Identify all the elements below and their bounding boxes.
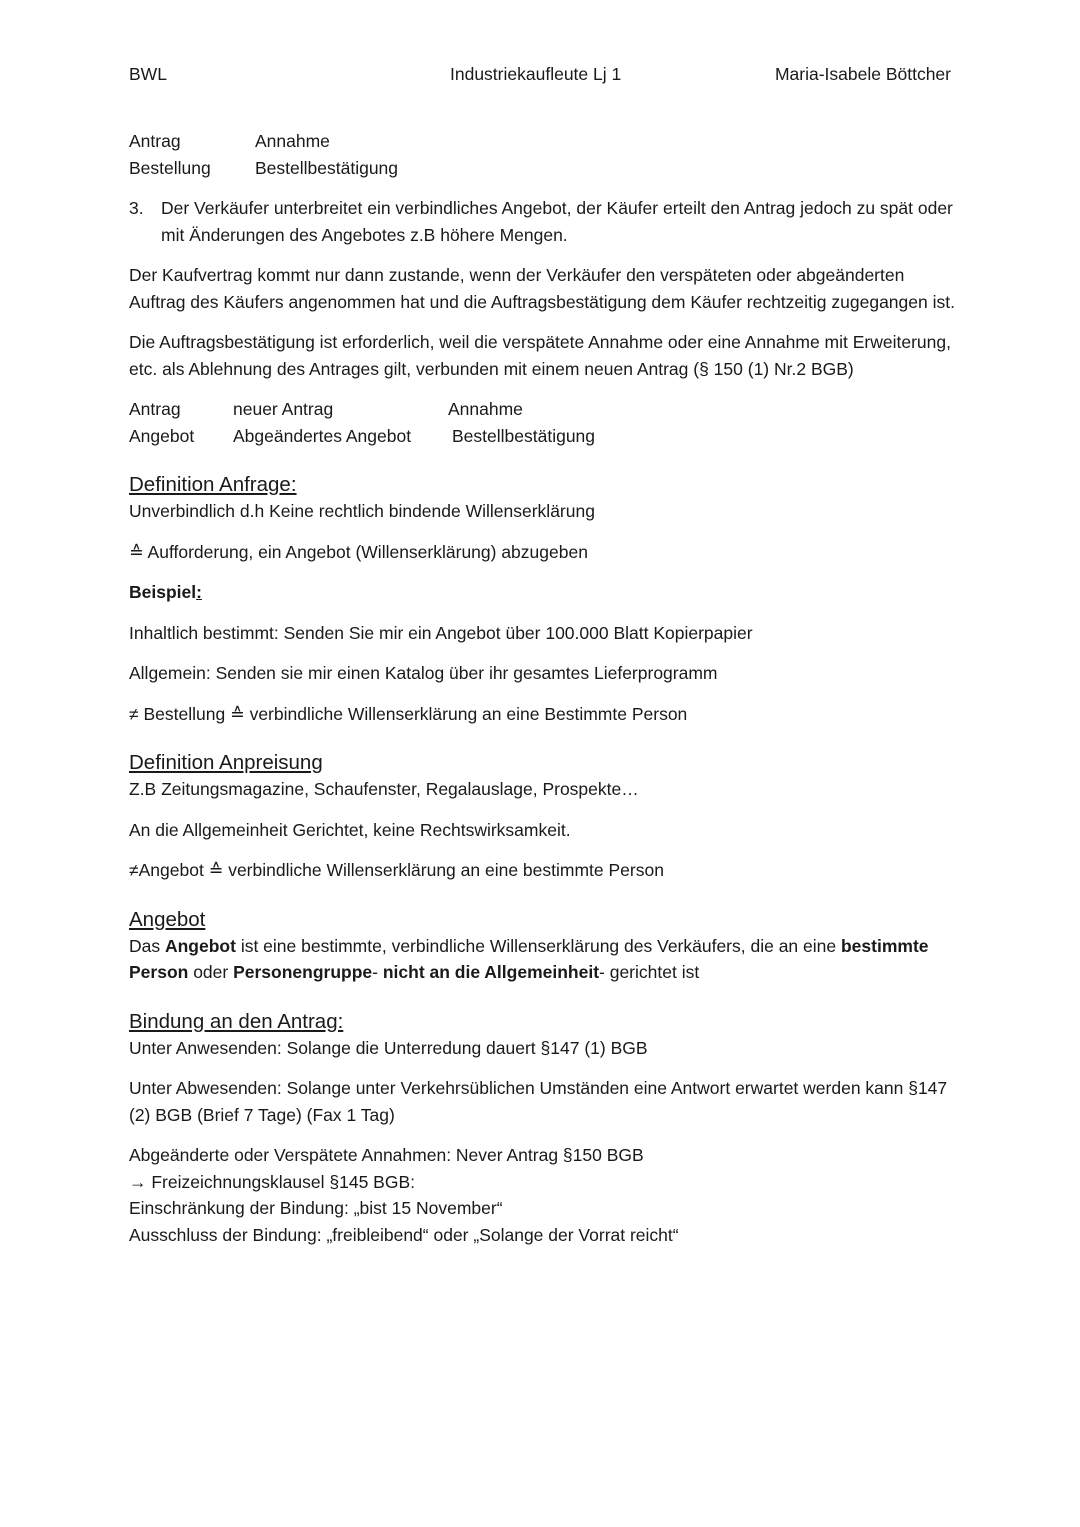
table-cell: Bestellung — [129, 157, 211, 178]
document-body — [129, 128, 959, 1248]
beispiel-label — [129, 579, 959, 606]
table-row — [129, 128, 959, 155]
table-antrag-annahme — [129, 128, 959, 181]
table-cell: neuer Antrag — [233, 399, 334, 419]
table-cell: Annahme — [255, 131, 330, 151]
paragraph-auftragsbestaetigung: Die Auftragsbestätigung ist erforderlich, weil die verspätete Annahme oder eine Annahme mit Erweiterung, etc. als Ablehnung des Antrages gilt, verbunden mit einem neuen Antrag (§ 150 (1) Nr.2 BGB) — [129, 332, 951, 379]
table-cell: Antrag — [129, 399, 181, 419]
page-header — [129, 64, 951, 90]
item-text: Der Verkäufer unterbreitet ein verbindliches Angebot, der Käufer erteilt den Antrag jedoch zu spät oder mit Änderungen des Angebotes z.B höhere Mengen. — [161, 198, 953, 245]
angebot-bold: nicht an die Allgemeinheit — [382, 962, 600, 982]
anpreisung-abgrenzung: ≠Angebot ≙ verbindliche Willenserklärung an eine bestimmte Person — [129, 860, 664, 880]
angebot-text: - — [372, 962, 383, 982]
bindung-ausschluss: Ausschluss der Bindung: „freibleibend“ oder „Solange der Vorrat reicht“ — [129, 1224, 679, 1245]
header-course: Industriekaufleute Lj 1 — [450, 64, 622, 84]
table-row — [129, 423, 959, 450]
angebot-text: oder — [188, 962, 234, 982]
header-subject: BWL — [129, 64, 167, 84]
table-cell: Bestellbestätigung — [255, 157, 399, 178]
table-cell: Abgeändertes Angebot — [233, 425, 412, 446]
angebot-text: ist eine bestimmte, verbindliche Willenserklärung des Verkäufers, die an eine — [235, 935, 841, 956]
numbered-item-3 — [129, 195, 959, 248]
heading-anpreisung: Definition Anpreisung — [129, 751, 323, 774]
bindung-einschraenkung: Einschränkung der Bindung: „bist 15 November“ — [129, 1198, 503, 1218]
angebot-text: Das — [129, 935, 165, 956]
table-row — [129, 396, 959, 423]
angebot-definition — [129, 933, 959, 986]
header-author: Maria-Isabele Böttcher — [774, 64, 951, 84]
angebot-bold: Personengruppe — [233, 962, 373, 982]
beispiel-word: Beispiel — [129, 582, 197, 602]
bindung-anwesende: Unter Anwesenden: Solange die Unterredung dauert §147 (1) BGB — [129, 1037, 648, 1058]
table-cell: Antrag — [129, 131, 181, 151]
anfrage-aufforderung: ≙ Aufforderung, ein Angebot (Willenserklärung) abzugeben — [129, 541, 588, 562]
anfrage-abgrenzung: ≠ Bestellung ≙ verbindliche Willenserklärung an eine Bestimmte Person — [129, 703, 688, 724]
anfrage-definition: Unverbindlich d.h Keine rechtlich bindende Willenserklärung — [129, 501, 595, 521]
angebot-bold: bestimmte Person — [129, 935, 929, 982]
angebot-text: - gerichtet ist — [599, 962, 700, 982]
bindung-abgeaendert: Abgeänderte oder Verspätete Annahmen: Never Antrag §150 BGB — [129, 1145, 644, 1165]
anpreisung-allgemeinheit: An die Allgemeinheit Gerichtet, keine Rechtswirksamkeit. — [129, 819, 571, 840]
paragraph-kaufvertrag: Der Kaufvertrag kommt nur dann zustande, wenn der Verkäufer den verspäteten oder abgeänderten Auftrag des Käufers angenommen hat und die Auftragsbestätigung dem Käufer rechtzeitig zugegangen ist. — [129, 265, 955, 312]
bindung-freizeichnung: → Freizeichnungsklausel §145 BGB: — [129, 1171, 415, 1192]
heading-bindung: Bindung an den Antrag: — [129, 1009, 344, 1033]
angebot-bold: Angebot — [164, 935, 236, 956]
beispiel-allgemein: Allgemein: Senden sie mir einen Katalog über ihr gesamtes Lieferprogramm — [129, 663, 718, 683]
beispiel-colon: : — [196, 582, 202, 602]
table-row — [129, 155, 959, 182]
table-cell: Angebot — [129, 425, 195, 446]
item-number: 3. — [129, 198, 144, 218]
table-cell: Bestellbestätigung — [452, 425, 596, 446]
heading-angebot: Angebot — [129, 907, 206, 931]
bindung-abwesende: Unter Abwesenden: Solange unter Verkehrsüblichen Umständen eine Antwort erwartet werden kann §147 (2) BGB (Brief 7 Tage) (Fax 1 Tag) — [129, 1078, 948, 1125]
beispiel-inhaltlich: Inhaltlich bestimmt: Senden Sie mir ein Angebot über 100.000 Blatt Kopierpapier — [129, 622, 753, 643]
heading-anfrage: Definition Anfrage: — [129, 473, 297, 496]
table-cell: Annahme — [448, 399, 523, 419]
anpreisung-beispiele: Z.B Zeitungsmagazine, Schaufenster, Regalauslage, Prospekte… — [129, 779, 639, 799]
table-neuer-antrag — [129, 396, 959, 449]
